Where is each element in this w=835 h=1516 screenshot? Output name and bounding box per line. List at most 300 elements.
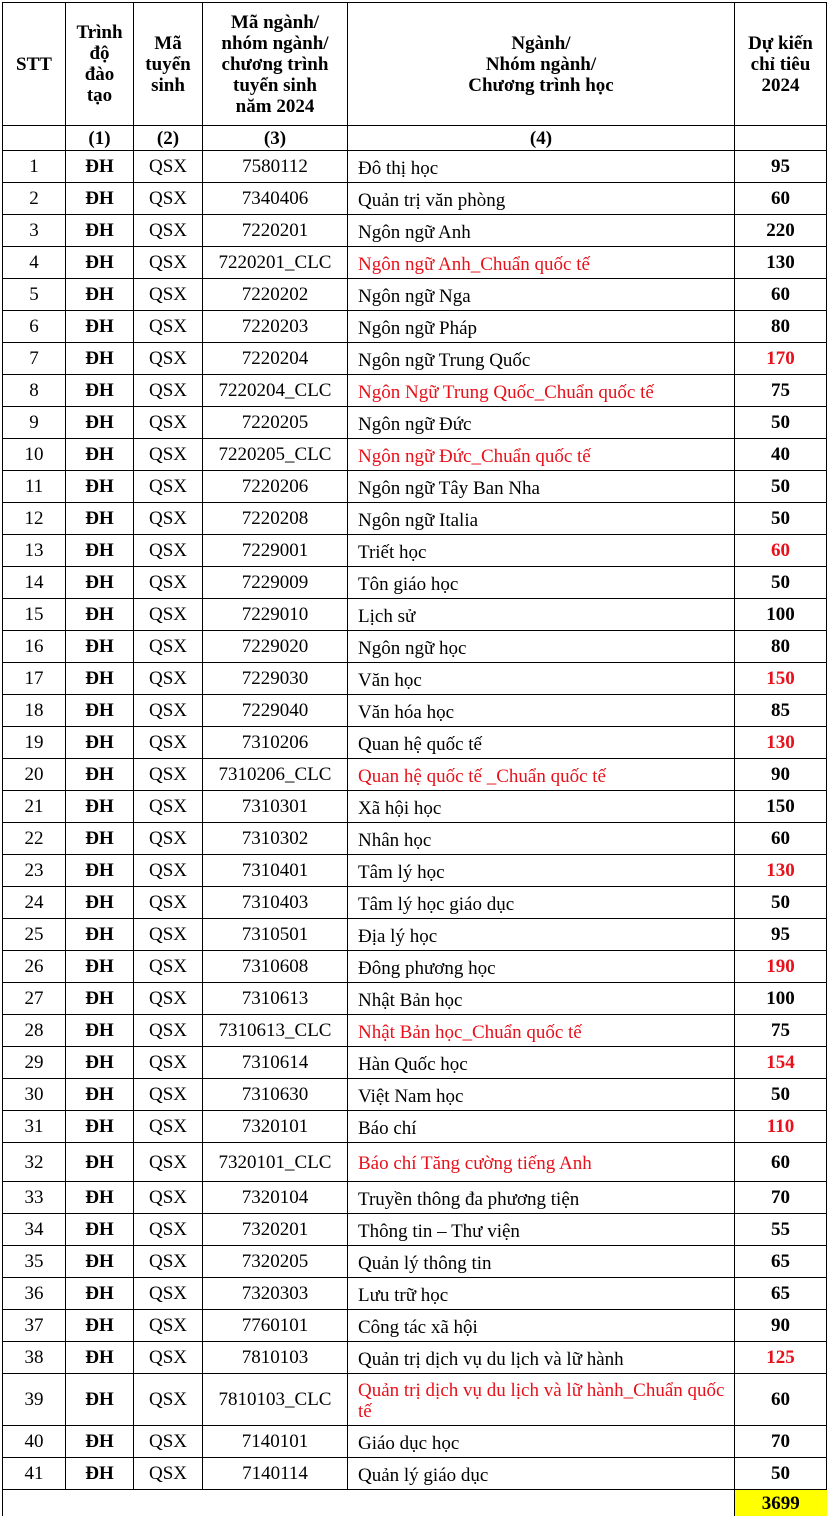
row-admission-code: QSX [134,727,203,759]
table-row [3,855,827,887]
row-admission-code: QSX [134,215,203,247]
row-quota: 170 [735,343,827,375]
colnum-admission-code: (2) [134,126,203,151]
row-program-code: 7220201 [203,215,348,247]
row-program-code: 7229030 [203,663,348,695]
colnum-program-code: (3) [203,126,348,151]
row-level: ĐH [66,535,134,567]
row-program-name: Báo chí [348,1111,735,1143]
row-level: ĐH [66,1111,134,1143]
row-program-name: Tôn giáo học [348,567,735,599]
row-program-name: Ngôn ngữ Đức [348,407,735,439]
colnum-program-name: (4) [348,126,735,151]
row-stt: 16 [3,631,66,663]
row-program-name: Ngôn ngữ Pháp [348,311,735,343]
row-level: ĐH [66,855,134,887]
row-admission-code: QSX [134,311,203,343]
row-stt: 23 [3,855,66,887]
row-admission-code: QSX [134,279,203,311]
table-row [3,759,827,791]
row-level: ĐH [66,983,134,1015]
row-program-name: Giáo dục học [348,1426,735,1458]
row-admission-code: QSX [134,1426,203,1458]
row-admission-code: QSX [134,1143,203,1182]
header-program-code: Mã ngành/ nhóm ngành/ chương trình tuyển sinh năm 2024 [203,3,348,126]
row-admission-code: QSX [134,567,203,599]
table-row [3,567,827,599]
row-program-code: 7320101_CLC [203,1143,348,1182]
total-label-cell [3,1490,735,1516]
row-level: ĐH [66,407,134,439]
row-program-name: Ngôn ngữ Nga [348,279,735,311]
row-program-name: Quản lý giáo dục [348,1458,735,1490]
row-stt: 26 [3,951,66,983]
table-row [3,439,827,471]
row-admission-code: QSX [134,599,203,631]
row-program-name: Nhân học [348,823,735,855]
row-admission-code: QSX [134,151,203,183]
row-level: ĐH [66,1426,134,1458]
row-program-code: 7220204_CLC [203,375,348,407]
row-program-code: 7310403 [203,887,348,919]
table-row [3,1015,827,1047]
row-quota: 80 [735,311,827,343]
colnum-quota [735,126,827,151]
row-level: ĐH [66,1182,134,1214]
row-level: ĐH [66,151,134,183]
row-level: ĐH [66,311,134,343]
row-quota: 110 [735,1111,827,1143]
row-program-name: Địa lý học [348,919,735,951]
row-admission-code: QSX [134,1214,203,1246]
table-row [3,983,827,1015]
row-program-name: Ngôn ngữ Đức_Chuẩn quốc tế [348,439,735,471]
row-level: ĐH [66,247,134,279]
row-level: ĐH [66,375,134,407]
row-program-name: Nhật Bản học_Chuẩn quốc tế [348,1015,735,1047]
row-program-name: Báo chí Tăng cường tiếng Anh [348,1143,735,1182]
row-level: ĐH [66,503,134,535]
row-admission-code: QSX [134,183,203,215]
row-stt: 2 [3,183,66,215]
row-stt: 38 [3,1342,66,1374]
table-row [3,1214,827,1246]
row-admission-code: QSX [134,1111,203,1143]
row-program-name: Quản trị văn phòng [348,183,735,215]
row-quota: 130 [735,855,827,887]
row-admission-code: QSX [134,823,203,855]
row-program-code: 7310630 [203,1079,348,1111]
row-admission-code: QSX [134,407,203,439]
row-level: ĐH [66,695,134,727]
header-level: Trình độ đào tạo [66,3,134,126]
table-row [3,1426,827,1458]
row-program-name: Quan hệ quốc tế _Chuẩn quốc tế [348,759,735,791]
row-program-code: 7310206_CLC [203,759,348,791]
row-level: ĐH [66,1310,134,1342]
row-program-code: 7229020 [203,631,348,663]
row-stt: 29 [3,1047,66,1079]
table-row [3,599,827,631]
row-program-code: 7320303 [203,1278,348,1310]
row-stt: 34 [3,1214,66,1246]
table-row [3,247,827,279]
row-quota: 100 [735,599,827,631]
row-program-code: 7310608 [203,951,348,983]
row-quota: 50 [735,1079,827,1111]
row-program-code: 7220205_CLC [203,439,348,471]
row-quota: 90 [735,1310,827,1342]
row-admission-code: QSX [134,1182,203,1214]
row-admission-code: QSX [134,503,203,535]
row-level: ĐH [66,759,134,791]
row-admission-code: QSX [134,791,203,823]
row-stt: 33 [3,1182,66,1214]
table-body [3,151,827,1490]
row-stt: 30 [3,1079,66,1111]
row-quota: 50 [735,471,827,503]
row-level: ĐH [66,791,134,823]
row-admission-code: QSX [134,535,203,567]
row-program-code: 7140114 [203,1458,348,1490]
row-admission-code: QSX [134,1015,203,1047]
row-admission-code: QSX [134,375,203,407]
table-row [3,1143,827,1182]
table-row [3,343,827,375]
row-program-code: 7310401 [203,855,348,887]
row-stt: 19 [3,727,66,759]
row-quota: 60 [735,823,827,855]
row-level: ĐH [66,951,134,983]
row-quota: 70 [735,1182,827,1214]
row-level: ĐH [66,215,134,247]
row-program-code: 7340406 [203,183,348,215]
row-program-code: 7310614 [203,1047,348,1079]
table-row [3,695,827,727]
table-row [3,1182,827,1214]
row-quota: 80 [735,631,827,663]
row-program-name: Ngôn ngữ Italia [348,503,735,535]
row-admission-code: QSX [134,631,203,663]
row-program-name: Xã hội học [348,791,735,823]
row-level: ĐH [66,343,134,375]
row-program-code: 7320205 [203,1246,348,1278]
row-level: ĐH [66,919,134,951]
row-quota: 60 [735,1143,827,1182]
row-quota: 40 [735,439,827,471]
row-stt: 4 [3,247,66,279]
row-program-name: Lưu trữ học [348,1278,735,1310]
row-program-code: 7229001 [203,535,348,567]
table-row [3,407,827,439]
table-row [3,279,827,311]
table-row [3,503,827,535]
row-program-code: 7229040 [203,695,348,727]
row-program-code: 7140101 [203,1426,348,1458]
row-level: ĐH [66,727,134,759]
row-level: ĐH [66,1015,134,1047]
row-level: ĐH [66,1214,134,1246]
row-program-name: Quản lý thông tin [348,1246,735,1278]
row-level: ĐH [66,887,134,919]
row-admission-code: QSX [134,1458,203,1490]
row-admission-code: QSX [134,1310,203,1342]
total-row [3,1490,827,1516]
row-program-code: 7310301 [203,791,348,823]
row-program-name: Ngôn ngữ Anh [348,215,735,247]
row-level: ĐH [66,631,134,663]
row-level: ĐH [66,1342,134,1374]
row-program-code: 7220208 [203,503,348,535]
table-row [3,823,827,855]
row-program-name: Công tác xã hội [348,1310,735,1342]
row-admission-code: QSX [134,439,203,471]
row-admission-code: QSX [134,663,203,695]
row-program-code: 7220202 [203,279,348,311]
row-stt: 10 [3,439,66,471]
row-stt: 8 [3,375,66,407]
row-quota: 60 [735,1374,827,1426]
row-quota: 75 [735,375,827,407]
row-program-code: 7310302 [203,823,348,855]
row-program-name: Quan hệ quốc tế [348,727,735,759]
row-level: ĐH [66,567,134,599]
row-quota: 90 [735,759,827,791]
row-program-name: Quản trị dịch vụ du lịch và lữ hành [348,1342,735,1374]
row-program-code: 7310613_CLC [203,1015,348,1047]
row-program-code: 7580112 [203,151,348,183]
row-quota: 60 [735,279,827,311]
row-admission-code: QSX [134,1047,203,1079]
row-quota: 130 [735,247,827,279]
row-admission-code: QSX [134,887,203,919]
table-row [3,1458,827,1490]
row-level: ĐH [66,1143,134,1182]
colnum-level: (1) [66,126,134,151]
row-level: ĐH [66,823,134,855]
row-quota: 50 [735,887,827,919]
row-level: ĐH [66,1047,134,1079]
table-row [3,1342,827,1374]
header-admission-code: Mã tuyển sinh [134,3,203,126]
row-program-code: 7220204 [203,343,348,375]
row-program-code: 7220201_CLC [203,247,348,279]
row-stt: 35 [3,1246,66,1278]
row-level: ĐH [66,1079,134,1111]
table-row [3,151,827,183]
header-stt: STT [3,3,66,126]
row-quota: 95 [735,151,827,183]
row-stt: 13 [3,535,66,567]
row-quota: 65 [735,1246,827,1278]
table-row [3,215,827,247]
row-program-name: Văn học [348,663,735,695]
table-row [3,791,827,823]
row-program-name: Đô thị học [348,151,735,183]
row-quota: 100 [735,983,827,1015]
row-admission-code: QSX [134,247,203,279]
row-stt: 40 [3,1426,66,1458]
row-quota: 95 [735,919,827,951]
row-admission-code: QSX [134,343,203,375]
row-stt: 41 [3,1458,66,1490]
row-quota: 150 [735,663,827,695]
row-level: ĐH [66,279,134,311]
row-admission-code: QSX [134,855,203,887]
row-admission-code: QSX [134,695,203,727]
row-stt: 1 [3,151,66,183]
row-quota: 125 [735,1342,827,1374]
row-stt: 18 [3,695,66,727]
row-program-name: Thông tin – Thư viện [348,1214,735,1246]
row-stt: 12 [3,503,66,535]
table-row [3,311,827,343]
row-admission-code: QSX [134,1246,203,1278]
row-program-name: Văn hóa học [348,695,735,727]
table-row [3,1246,827,1278]
table-row [3,471,827,503]
row-program-code: 7220203 [203,311,348,343]
row-stt: 36 [3,1278,66,1310]
table-row [3,887,827,919]
table-row [3,183,827,215]
row-quota: 190 [735,951,827,983]
table-row [3,631,827,663]
row-program-name: Hàn Quốc học [348,1047,735,1079]
row-program-name: Tâm lý học giáo dục [348,887,735,919]
row-program-code: 7220205 [203,407,348,439]
row-stt: 14 [3,567,66,599]
row-quota: 55 [735,1214,827,1246]
row-level: ĐH [66,1246,134,1278]
row-program-name: Ngôn ngữ Anh_Chuẩn quốc tế [348,247,735,279]
row-stt: 9 [3,407,66,439]
row-program-name: Ngôn ngữ Tây Ban Nha [348,471,735,503]
table-row [3,1047,827,1079]
row-quota: 65 [735,1278,827,1310]
table-row [3,951,827,983]
row-admission-code: QSX [134,759,203,791]
row-program-name: Lịch sử [348,599,735,631]
table-row [3,1278,827,1310]
row-quota: 130 [735,727,827,759]
row-program-code: 7229010 [203,599,348,631]
table-row [3,1310,827,1342]
row-stt: 31 [3,1111,66,1143]
row-admission-code: QSX [134,1079,203,1111]
row-program-name: Việt Nam học [348,1079,735,1111]
row-stt: 39 [3,1374,66,1426]
row-stt: 11 [3,471,66,503]
row-program-name: Ngôn ngữ Trung Quốc [348,343,735,375]
row-level: ĐH [66,183,134,215]
row-program-name: Triết học [348,535,735,567]
row-admission-code: QSX [134,919,203,951]
table-row [3,375,827,407]
row-stt: 17 [3,663,66,695]
row-stt: 3 [3,215,66,247]
row-admission-code: QSX [134,951,203,983]
row-stt: 15 [3,599,66,631]
table-row [3,1111,827,1143]
row-program-code: 7310613 [203,983,348,1015]
row-program-name: Truyền thông đa phương tiện [348,1182,735,1214]
table-row [3,1079,827,1111]
row-program-code: 7310501 [203,919,348,951]
row-level: ĐH [66,1458,134,1490]
row-admission-code: QSX [134,1342,203,1374]
row-program-code: 7320201 [203,1214,348,1246]
column-number-row [3,126,827,151]
table-row [3,663,827,695]
header-row [3,3,827,126]
row-quota: 50 [735,567,827,599]
row-program-code: 7220206 [203,471,348,503]
row-stt: 28 [3,1015,66,1047]
row-quota: 154 [735,1047,827,1079]
row-program-name: Ngôn ngữ học [348,631,735,663]
header-quota: Dự kiến chỉ tiêu 2024 [735,3,827,126]
row-quota: 150 [735,791,827,823]
row-level: ĐH [66,439,134,471]
table-row [3,535,827,567]
row-program-name: Nhật Bản học [348,983,735,1015]
admission-quota-table [2,2,827,1516]
row-stt: 5 [3,279,66,311]
row-program-code: 7320104 [203,1182,348,1214]
row-quota: 70 [735,1426,827,1458]
row-admission-code: QSX [134,1374,203,1426]
row-stt: 20 [3,759,66,791]
row-quota: 220 [735,215,827,247]
row-program-name: Quản trị dịch vụ du lịch và lữ hành_Chuẩn quốc tế [348,1374,735,1426]
row-level: ĐH [66,471,134,503]
total-quota: 3699 [735,1490,827,1516]
row-quota: 50 [735,503,827,535]
row-quota: 60 [735,535,827,567]
row-program-code: 7810103_CLC [203,1374,348,1426]
row-quota: 75 [735,1015,827,1047]
header-program-name: Ngành/ Nhóm ngành/ Chương trình học [348,3,735,126]
row-program-code: 7810103 [203,1342,348,1374]
row-quota: 60 [735,183,827,215]
row-quota: 50 [735,1458,827,1490]
table-row [3,919,827,951]
table-row [3,1374,827,1426]
row-program-name: Tâm lý học [348,855,735,887]
row-admission-code: QSX [134,983,203,1015]
row-admission-code: QSX [134,471,203,503]
row-level: ĐH [66,1278,134,1310]
row-level: ĐH [66,1374,134,1426]
row-program-code: 7229009 [203,567,348,599]
row-level: ĐH [66,663,134,695]
row-stt: 32 [3,1143,66,1182]
row-program-name: Đông phương học [348,951,735,983]
row-program-code: 7760101 [203,1310,348,1342]
row-stt: 27 [3,983,66,1015]
row-quota: 50 [735,407,827,439]
row-program-name: Ngôn Ngữ Trung Quốc_Chuẩn quốc tế [348,375,735,407]
row-stt: 6 [3,311,66,343]
row-stt: 24 [3,887,66,919]
row-stt: 7 [3,343,66,375]
row-stt: 25 [3,919,66,951]
row-quota: 85 [735,695,827,727]
colnum-stt [3,126,66,151]
row-stt: 22 [3,823,66,855]
row-stt: 21 [3,791,66,823]
